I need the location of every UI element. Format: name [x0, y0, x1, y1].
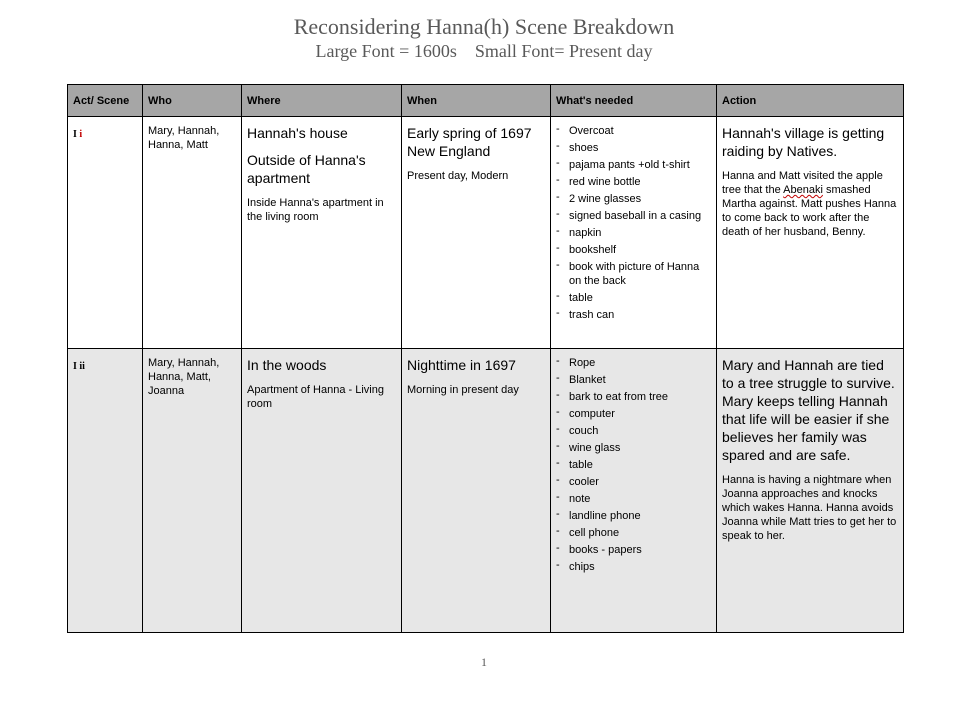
where-present-inside: Inside Hanna's apartment in the living room [247, 197, 384, 223]
cell-who [143, 349, 242, 633]
when-present: Morning in present day [407, 384, 519, 396]
list-item: - bark to eat from tree [556, 390, 711, 404]
action-text-part: smashed Martha against. Matt pushes Hanna to come back to work after the death of her husband, Benny. [722, 184, 897, 238]
document-title: Reconsidering Hanna(h) Scene Breakdown [293, 14, 675, 39]
list-item: - signed baseball in a casing [556, 209, 711, 223]
header-where: Where [242, 85, 402, 117]
table-row [68, 349, 904, 633]
list-item: - note [556, 492, 711, 506]
spellcheck-flagged-word: Abenaki [783, 184, 823, 196]
list-item: - 2 wine glasses [556, 192, 711, 206]
header-action: Action [717, 85, 904, 117]
where-1600s: Hannah's house [247, 125, 348, 141]
list-item: - book with picture of Hanna on the back [556, 260, 711, 288]
list-item: - computer [556, 407, 711, 421]
page-number: 1 [481, 655, 487, 669]
where-present-outside: Outside of Hanna's apartment [247, 152, 366, 186]
list-item: - table [556, 291, 711, 305]
list-item: - pajama pants +old t-shirt [556, 158, 711, 172]
who-text: Mary, Hannah, Hanna, Matt, Joanna [148, 357, 220, 397]
list-item: - table [556, 458, 711, 472]
list-item: - bookshelf [556, 243, 711, 257]
cell-when [402, 117, 551, 349]
action-text-part: Hanna and Matt visited the apple tree that the [722, 170, 883, 196]
when-1600s: Early spring of 1697 New England [407, 125, 532, 159]
list-item: - chips [556, 560, 711, 574]
scene-label: I ii [73, 361, 85, 372]
action-1600s: Hannah's village is getting raiding by Natives. [722, 125, 885, 159]
list-item: - cooler [556, 475, 711, 489]
header-whats-needed: What's needed [551, 85, 717, 117]
list-item: - Overcoat [556, 124, 711, 138]
header-act-scene: Act/ Scene [68, 85, 143, 117]
needed-list [556, 124, 711, 322]
list-item: - Rope [556, 356, 711, 370]
scene-mark: i [79, 129, 83, 140]
cell-where [242, 349, 402, 633]
cell-scene [68, 117, 143, 349]
when-1600s: Nighttime in 1697 [407, 357, 516, 373]
scene-roman: I [73, 129, 80, 140]
list-item: - cell phone [556, 526, 711, 540]
cell-who [143, 117, 242, 349]
when-present: Present day, Modern [407, 170, 509, 182]
action-1600s: Mary and Hannah are tied to a tree struggle to survive. Mary keeps telling Hannah that life will be easier if she believes her family was spared and are safe. [722, 357, 895, 463]
list-item: - wine glass [556, 441, 711, 455]
header-when: When [402, 85, 551, 117]
table-header-row [68, 85, 904, 117]
cell-action [717, 349, 904, 633]
scene-label [73, 129, 82, 140]
where-1600s: In the woods [247, 357, 327, 373]
list-item: - couch [556, 424, 711, 438]
where-present: Apartment of Hanna - Living room [247, 384, 384, 410]
needed-list [556, 356, 711, 574]
cell-whats-needed [551, 117, 717, 349]
list-item: - trash can [556, 308, 711, 322]
list-item: - napkin [556, 226, 711, 240]
action-present [722, 169, 898, 239]
document-subtitle: Large Font = 1600s Small Font= Present day [315, 41, 653, 61]
list-item: - shoes [556, 141, 711, 155]
header-who: Who [143, 85, 242, 117]
cell-where [242, 117, 402, 349]
list-item: - books - papers [556, 543, 711, 557]
cell-whats-needed [551, 349, 717, 633]
list-item: - landline phone [556, 509, 711, 523]
cell-when [402, 349, 551, 633]
scene-breakdown-table [67, 84, 904, 633]
who-text: Mary, Hannah, Hanna, Matt [148, 125, 220, 151]
list-item: - red wine bottle [556, 175, 711, 189]
action-present: Hanna is having a nightmare when Joanna approaches and knocks which wakes Hanna. Hanna avoids Joanna while Matt tries to get her to speak to her. [722, 474, 897, 542]
cell-scene [68, 349, 143, 633]
table-row [68, 117, 904, 349]
list-item: - Blanket [556, 373, 711, 387]
cell-action [717, 117, 904, 349]
